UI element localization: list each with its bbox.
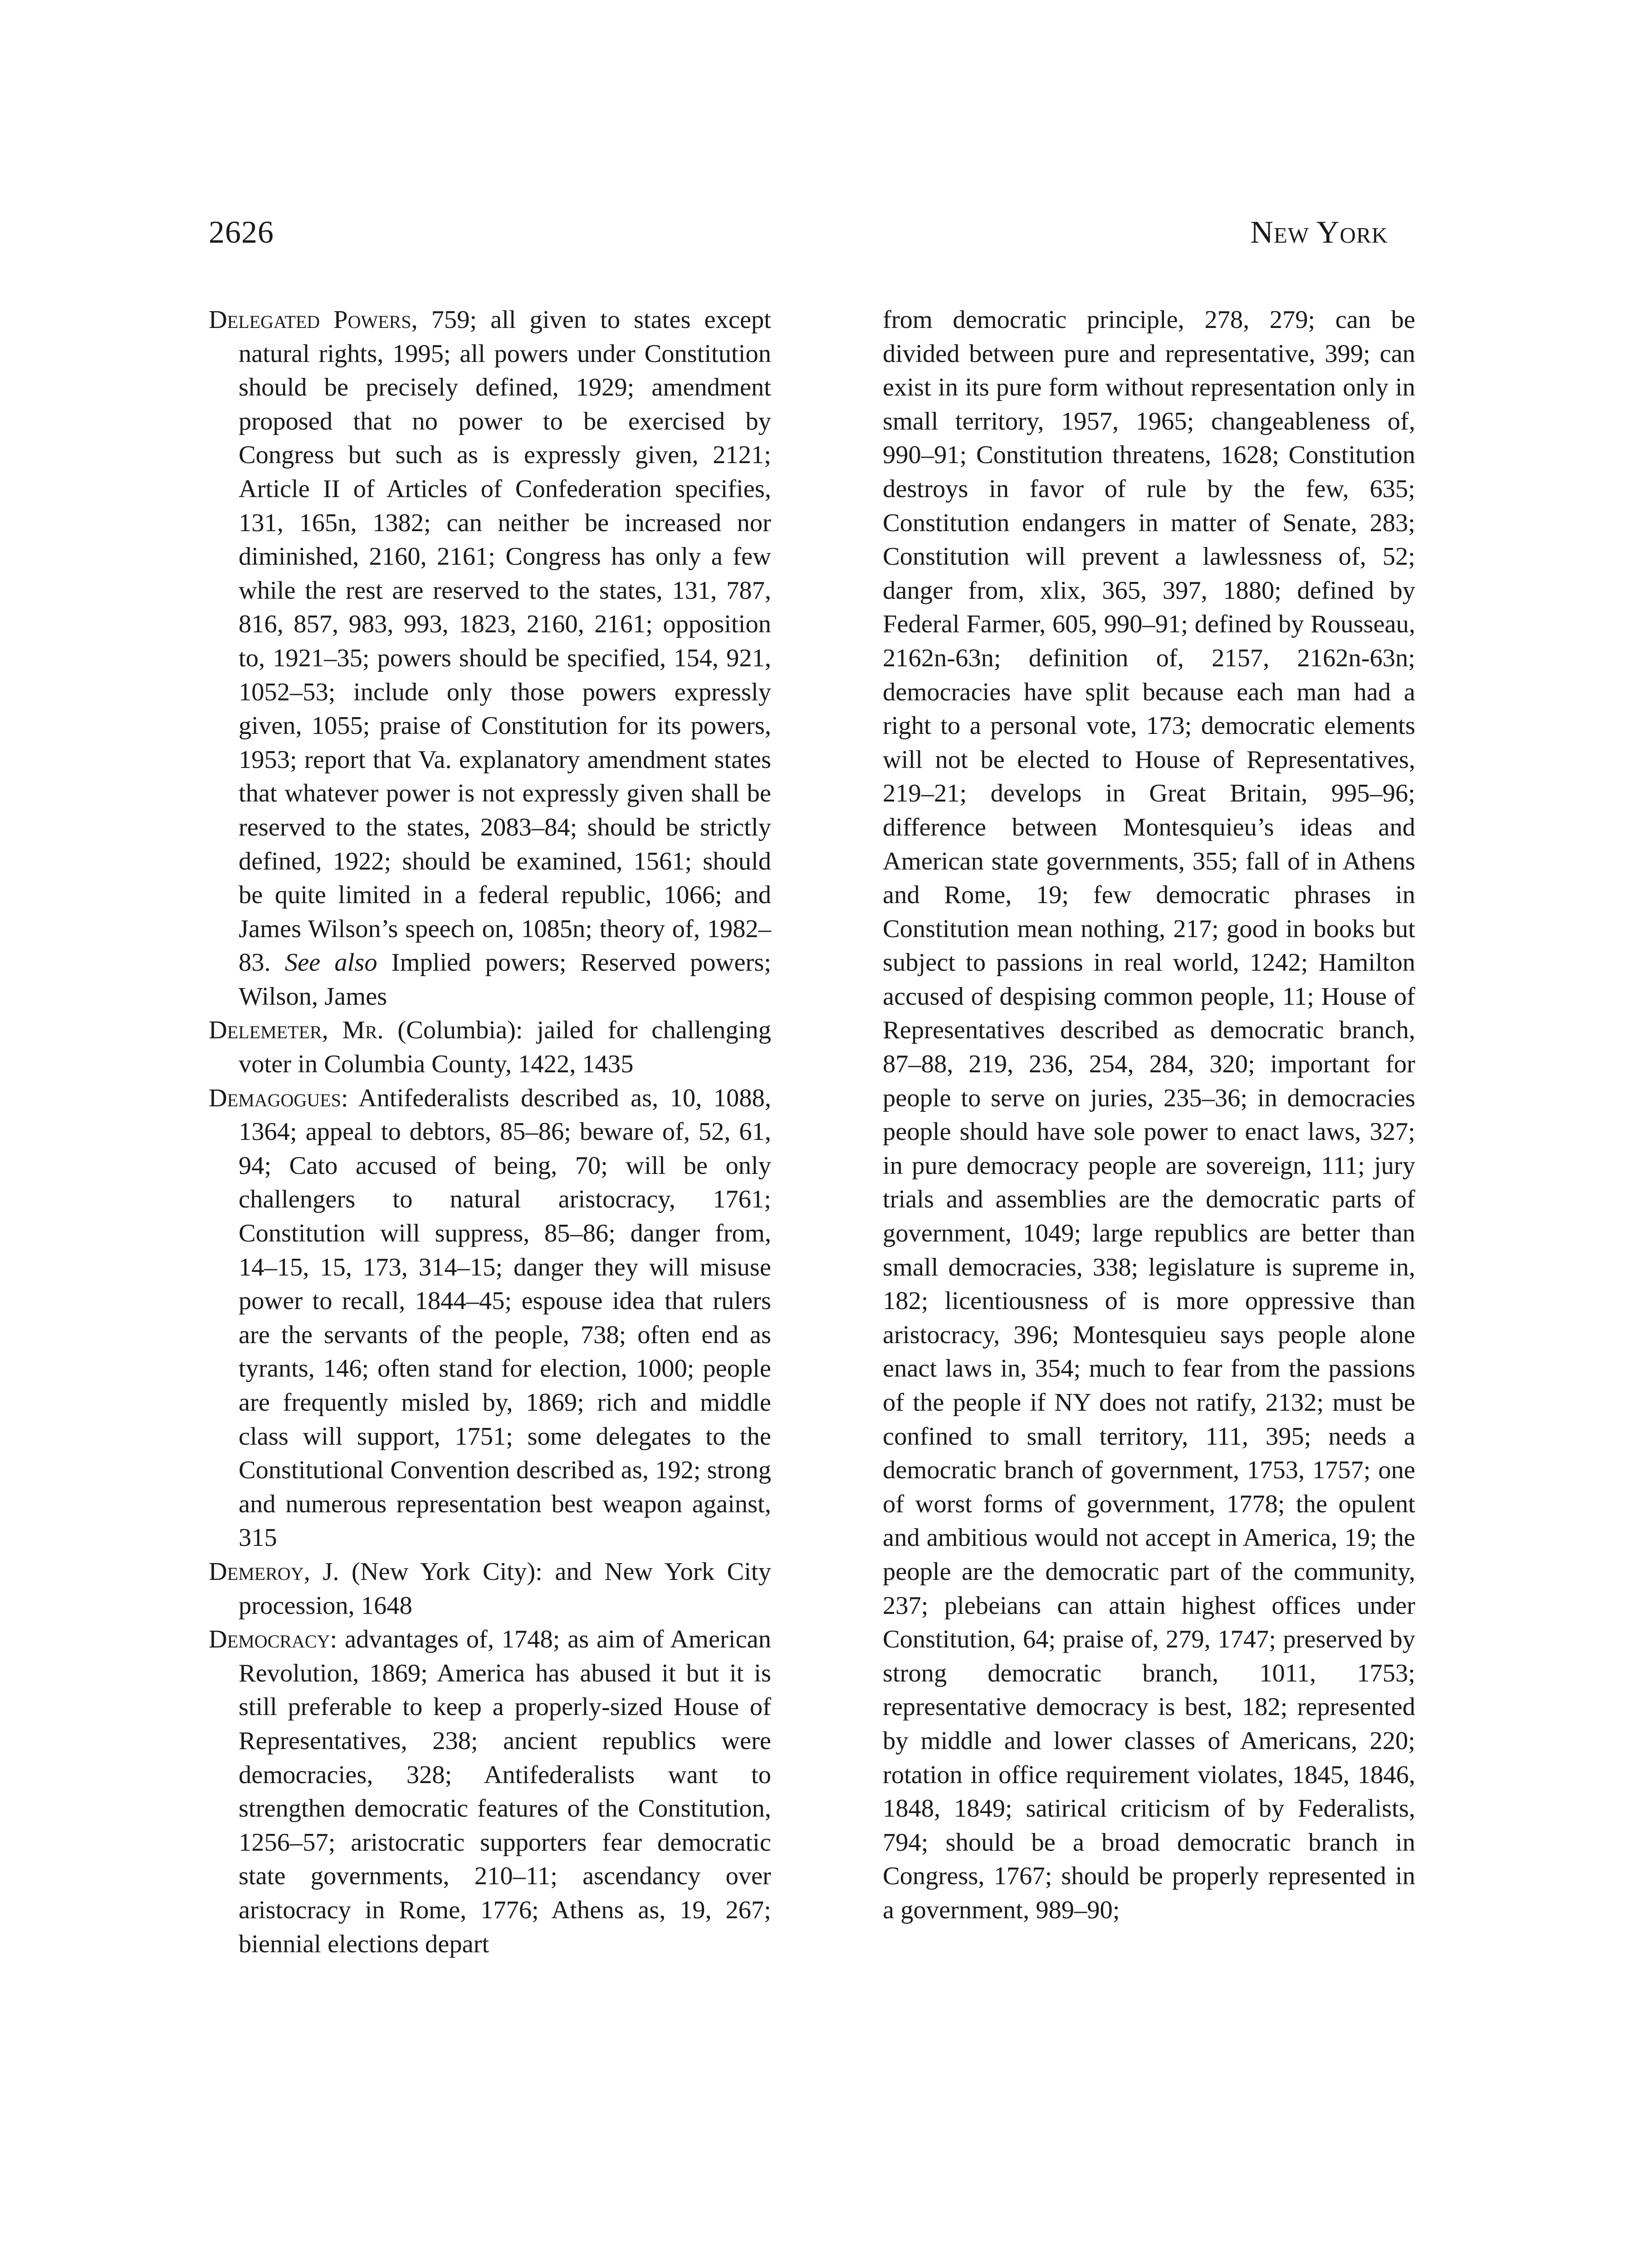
- running-head: New York: [1250, 215, 1388, 250]
- see-also-text: Implied powers; Reserved powers; Wilson, James: [239, 948, 772, 1011]
- index-entry-delegated-powers: [209, 303, 771, 1013]
- index-entry-demagogues: [209, 1081, 771, 1555]
- index-entry-democracy-continued: from democratic principle, 278, 279; can be divided between pure and representative, 399; can exist in its pure form without representation only in small territory, 1957, 1965; changeableness of, 990–91; Constitution threatens, 1628; Constitution destroys in favor of rule by the few, 635; Constitution endangers in matter of Senate, 283; Constitution will prevent a lawlessness of, 52; danger from, xlix, 365, 397, 1880; defined by Federal Farmer, 605, 990–91; defined by Rousseau, 2162n-63n; definition of, 2157, 2162n-63n; democracies have split because each man had a right to a personal vote, 173; democratic elements will not be elected to House of Representatives, 219–21; develops in Great Britain, 995–96; difference between Montesquieu’s ideas and American state governments, 355; fall of in Athens and Rome, 19; few democratic phrases in Constitution mean nothing, 217; good in books but subject to passions in real world, 1242; Hamilton accused of despising common people, 11; House of Representatives described as democratic branch, 87–88, 219, 236, 254, 284, 320; important for people to serve on juries, 235–36; in democracies people should have sole power to enact laws, 327; in pure democracy people are sovereign, 111; jury trials and assemblies are the democratic parts of government, 1049; large republics are better than small democracies, 338; legislature is supreme in, 182; licentiousness of is more oppressive than aristocracy, 396; Montesquieu says people alone enact laws in, 354; much to fear from the passions of the people if NY does not ratify, 2132; must be confined to small territory, 111, 395; needs a democratic branch of government, 1753, 1757; one of worst forms of government, 1778; the opulent and ambitious would not accept in America, 19; the people are the democratic part of the community, 237; plebeians can attain highest offices under Constitution, 64; praise of, 279, 1747; preserved by strong democratic branch, 1011, 1753; representative democracy is best, 182; represented by middle and lower classes of Americans, 220; rotation in office requirement violates, 1845, 1846, 1848, 1849; satirical criticism of by Federalists, 794; should be a broad democratic branch in Congress, 1767; should be properly represented in a government, 989–90;: [883, 306, 1415, 1924]
- entry-text: , 759; all given to states except natural rights, 1995; all powers under Constitution should be precisely defined, 1929; amendment proposed that no power to be exercised by Congress but such as is expressly given, 2121; Article II of Articles of Confederation specifies, 131, 165n, 1382; can neither be increased nor diminished, 2160, 2161; Congress has only a few while the rest are reserved to the states, 131, 787, 816, 857, 983, 993, 1823, 2160, 2161; opposition to, 1921–35; powers should be specified, 154, 921, 1052–53; include only those powers expressly given, 1055; praise of Constitution for its powers, 1953; report that Va. explanatory amendment states that whatever power is not expressly given shall be reserved to the states, 2083–84; should be strictly defined, 1922; should be examined, 1561; should be quite limited in a federal republic, 1066; and James Wilson’s speech on, 1085n; theory of, 1982–83.: [239, 306, 771, 977]
- index-entry-delemeter: [209, 1013, 771, 1081]
- headword: Demagogues: [209, 1084, 341, 1112]
- headword: Democracy: [209, 1625, 330, 1654]
- entry-text: : advantages of, 1748; as aim of American Revolution, 1869; America has abused it but it is still preferable to keep a properly-sized House of Representatives, 238; ancient republics were democracies, 328; Antifederalists want to strengthen democratic features of the Constitution, 1256–57; aristocratic supporters fear democratic state governments, 210–11; ascendancy over aristocracy in Rome, 1776; Athens as, 19, 267; biennial elections depart: [239, 1625, 771, 1958]
- headword: Delemeter, Mr.: [209, 1016, 384, 1045]
- page-number: 2626: [209, 215, 274, 250]
- entry-text: : Antifederalists described as, 10, 1088, 1364; appeal to debtors, 85–86; beware of, 52, 61, 94; Cato accused of being, 70; will be only challengers to natural aristocracy, 1761; Constitution will suppress, 85–86; danger from, 14–15, 15, 173, 314–15; danger they will misuse power to recall, 1844–45; espouse idea that rulers are the servants of the people, 738; often end as tyrants, 146; often stand for election, 1000; people are frequently misled by, 1869; rich and middle class will support, 1751; some delegates to the Constitutional Convention described as, 192; strong and numerous representation best weapon against, 315: [239, 1084, 771, 1552]
- entry-text: (New York City): and New York City procession, 1648: [239, 1557, 771, 1620]
- index-entry-demeroy: [209, 1555, 771, 1623]
- headword: Demeroy, J.: [209, 1557, 339, 1586]
- right-column: [853, 303, 1415, 1927]
- headword: Delegated Powers: [209, 306, 411, 334]
- see-also-label: See also: [284, 948, 377, 977]
- entry-text: (Columbia): jailed for challenging voter in Columbia County, 1422, 1435: [239, 1016, 771, 1079]
- index-entry-democracy: [209, 1623, 771, 1961]
- left-column: [209, 303, 771, 1961]
